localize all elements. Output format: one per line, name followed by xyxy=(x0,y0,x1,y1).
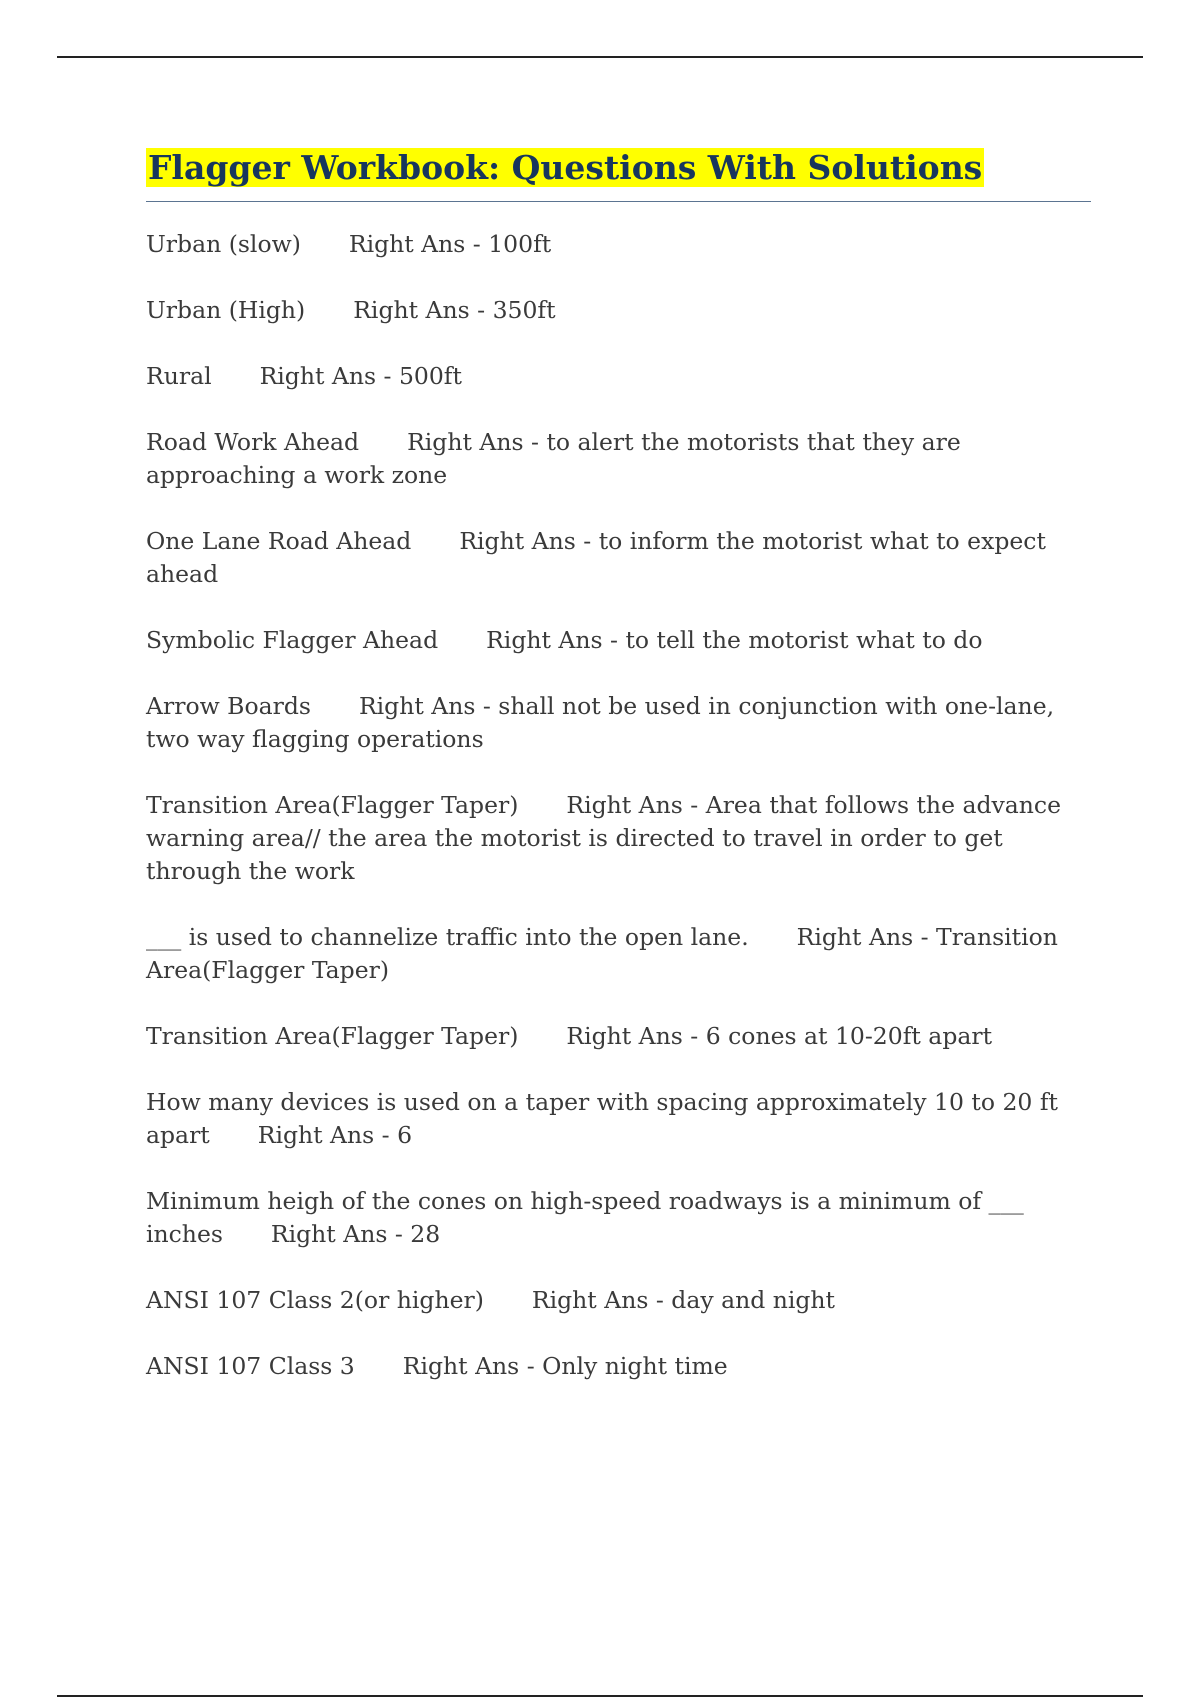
qa-item xyxy=(146,360,1091,393)
answer-text: Right Ans - 6 cones at 10-20ft apart xyxy=(566,1022,993,1050)
answer-text: Right Ans - to tell the motorist what to do xyxy=(486,626,983,654)
qa-item xyxy=(146,624,1091,657)
answer-text: Right Ans - 28 xyxy=(270,1220,441,1248)
qa-item xyxy=(146,1284,1091,1317)
answer-text: Right Ans - Transition Area(Flagger Taper) xyxy=(146,923,1058,984)
question-text: Symbolic Flagger Ahead xyxy=(146,626,439,654)
answer-text: Right Ans - 6 xyxy=(257,1121,413,1149)
question-text: Minimum heigh of the cones on high-speed roadways is a minimum of ___ inches xyxy=(146,1187,1024,1248)
page-title: Flagger Workbook: Questions With Solutions xyxy=(148,148,983,187)
answer-text: Right Ans - to alert the motorists that they are approaching a work zone xyxy=(146,428,961,489)
qa-item xyxy=(146,789,1091,888)
qa-item xyxy=(146,690,1091,756)
qa-item xyxy=(146,525,1091,591)
answer-text: Right Ans - shall not be used in conjunction with one-lane, two way flagging operations xyxy=(146,692,1055,753)
question-text: How many devices is used on a taper with spacing approximately 10 to 20 ft apart xyxy=(146,1088,1058,1149)
document-body xyxy=(146,145,1091,1416)
qa-item xyxy=(146,1086,1091,1152)
question-text: Rural xyxy=(146,362,212,390)
answer-text: Right Ans - 350ft xyxy=(353,296,556,324)
qa-item xyxy=(146,426,1091,492)
top-page-rule xyxy=(57,56,1143,58)
question-text: Urban (slow) xyxy=(146,230,301,258)
title-block xyxy=(146,145,1091,202)
answer-text: Right Ans - 500ft xyxy=(259,362,462,390)
answer-text: Right Ans - to inform the motorist what to expect ahead xyxy=(146,527,1046,588)
qa-item xyxy=(146,1020,1091,1053)
qa-item xyxy=(146,921,1091,987)
question-text: Urban (High) xyxy=(146,296,306,324)
qa-item xyxy=(146,1185,1091,1251)
answer-text: Right Ans - 100ft xyxy=(348,230,552,258)
qa-item xyxy=(146,228,1091,261)
bottom-page-rule xyxy=(57,1695,1143,1697)
question-text: ANSI 107 Class 2(or higher) xyxy=(146,1286,484,1314)
question-text: ANSI 107 Class 3 xyxy=(146,1352,355,1380)
question-text: Arrow Boards xyxy=(146,692,311,720)
qa-item xyxy=(146,294,1091,327)
answer-text: Right Ans - day and night xyxy=(531,1286,836,1314)
qa-item xyxy=(146,1350,1091,1383)
question-text: Transition Area(Flagger Taper) xyxy=(146,1022,519,1050)
question-text: Road Work Ahead xyxy=(146,428,360,456)
answer-text: Right Ans - Only night time xyxy=(402,1352,728,1380)
question-text: ___ is used to channelize traffic into the open lane. xyxy=(146,923,749,951)
question-text: Transition Area(Flagger Taper) xyxy=(146,791,519,819)
answer-text: Right Ans - Area that follows the advance warning area// the area the motorist is directed to travel in order to get through the work xyxy=(146,791,1061,885)
question-text: One Lane Road Ahead xyxy=(146,527,412,555)
